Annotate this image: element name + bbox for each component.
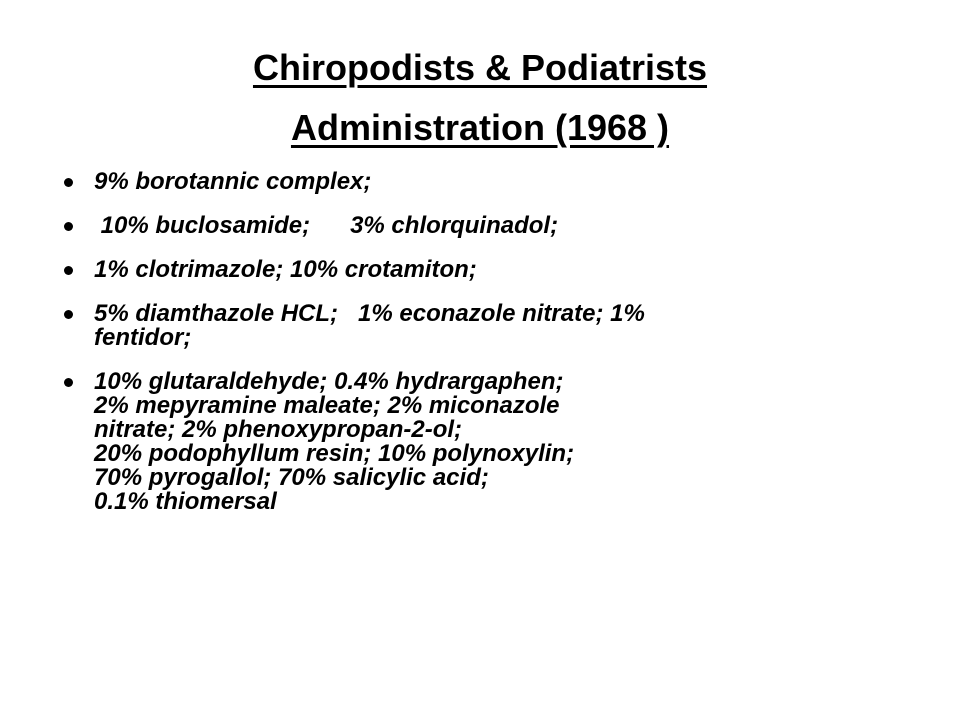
slide-title-line-1: Chiropodists & Podiatrists bbox=[252, 47, 708, 88]
bullet-4-line-1: 5% diamthazole HCL; 1% econazole nitrate; 1% bbox=[94, 300, 645, 327]
bullet-dot-icon bbox=[64, 178, 73, 187]
bullet-2-line-1: 10% buclosamide; 3% chlorquinadol; bbox=[94, 212, 559, 239]
bullet-4-line-2: fentidor; bbox=[94, 324, 192, 351]
bullet-5-line-5: 70% pyrogallol; 70% salicylic acid; bbox=[94, 464, 489, 491]
bullet-dot-icon bbox=[64, 310, 73, 319]
bullet-item-1 bbox=[64, 170, 904, 194]
bullet-3-line-1: 1% clotrimazole; 10% crotamiton; bbox=[94, 256, 477, 283]
bullet-1-line-1: 9% borotannic complex; bbox=[94, 168, 372, 195]
bullet-item-3 bbox=[64, 258, 904, 282]
bullet-list bbox=[64, 170, 904, 534]
bullet-item-5 bbox=[64, 370, 904, 514]
bullet-dot-icon bbox=[64, 222, 73, 231]
bullet-dot-icon bbox=[64, 266, 73, 275]
bullet-5-line-2: 2% mepyramine maleate; 2% miconazole bbox=[94, 392, 560, 419]
bullet-5-line-4: 20% podophyllum resin; 10% polynoxylin; bbox=[94, 440, 575, 467]
bullet-item-2 bbox=[64, 214, 904, 238]
bullet-dot-icon bbox=[64, 378, 73, 387]
slide-title-line-2: Administration (1968 ) bbox=[290, 107, 670, 148]
bullet-5-line-3: nitrate; 2% phenoxypropan-2-ol; bbox=[94, 416, 463, 443]
bullet-item-4 bbox=[64, 302, 904, 350]
slide-title bbox=[40, 38, 920, 158]
bullet-5-line-1: 10% glutaraldehyde; 0.4% hydrargaphen; bbox=[94, 368, 564, 395]
bullet-5-line-6: 0.1% thiomersal bbox=[94, 488, 277, 515]
